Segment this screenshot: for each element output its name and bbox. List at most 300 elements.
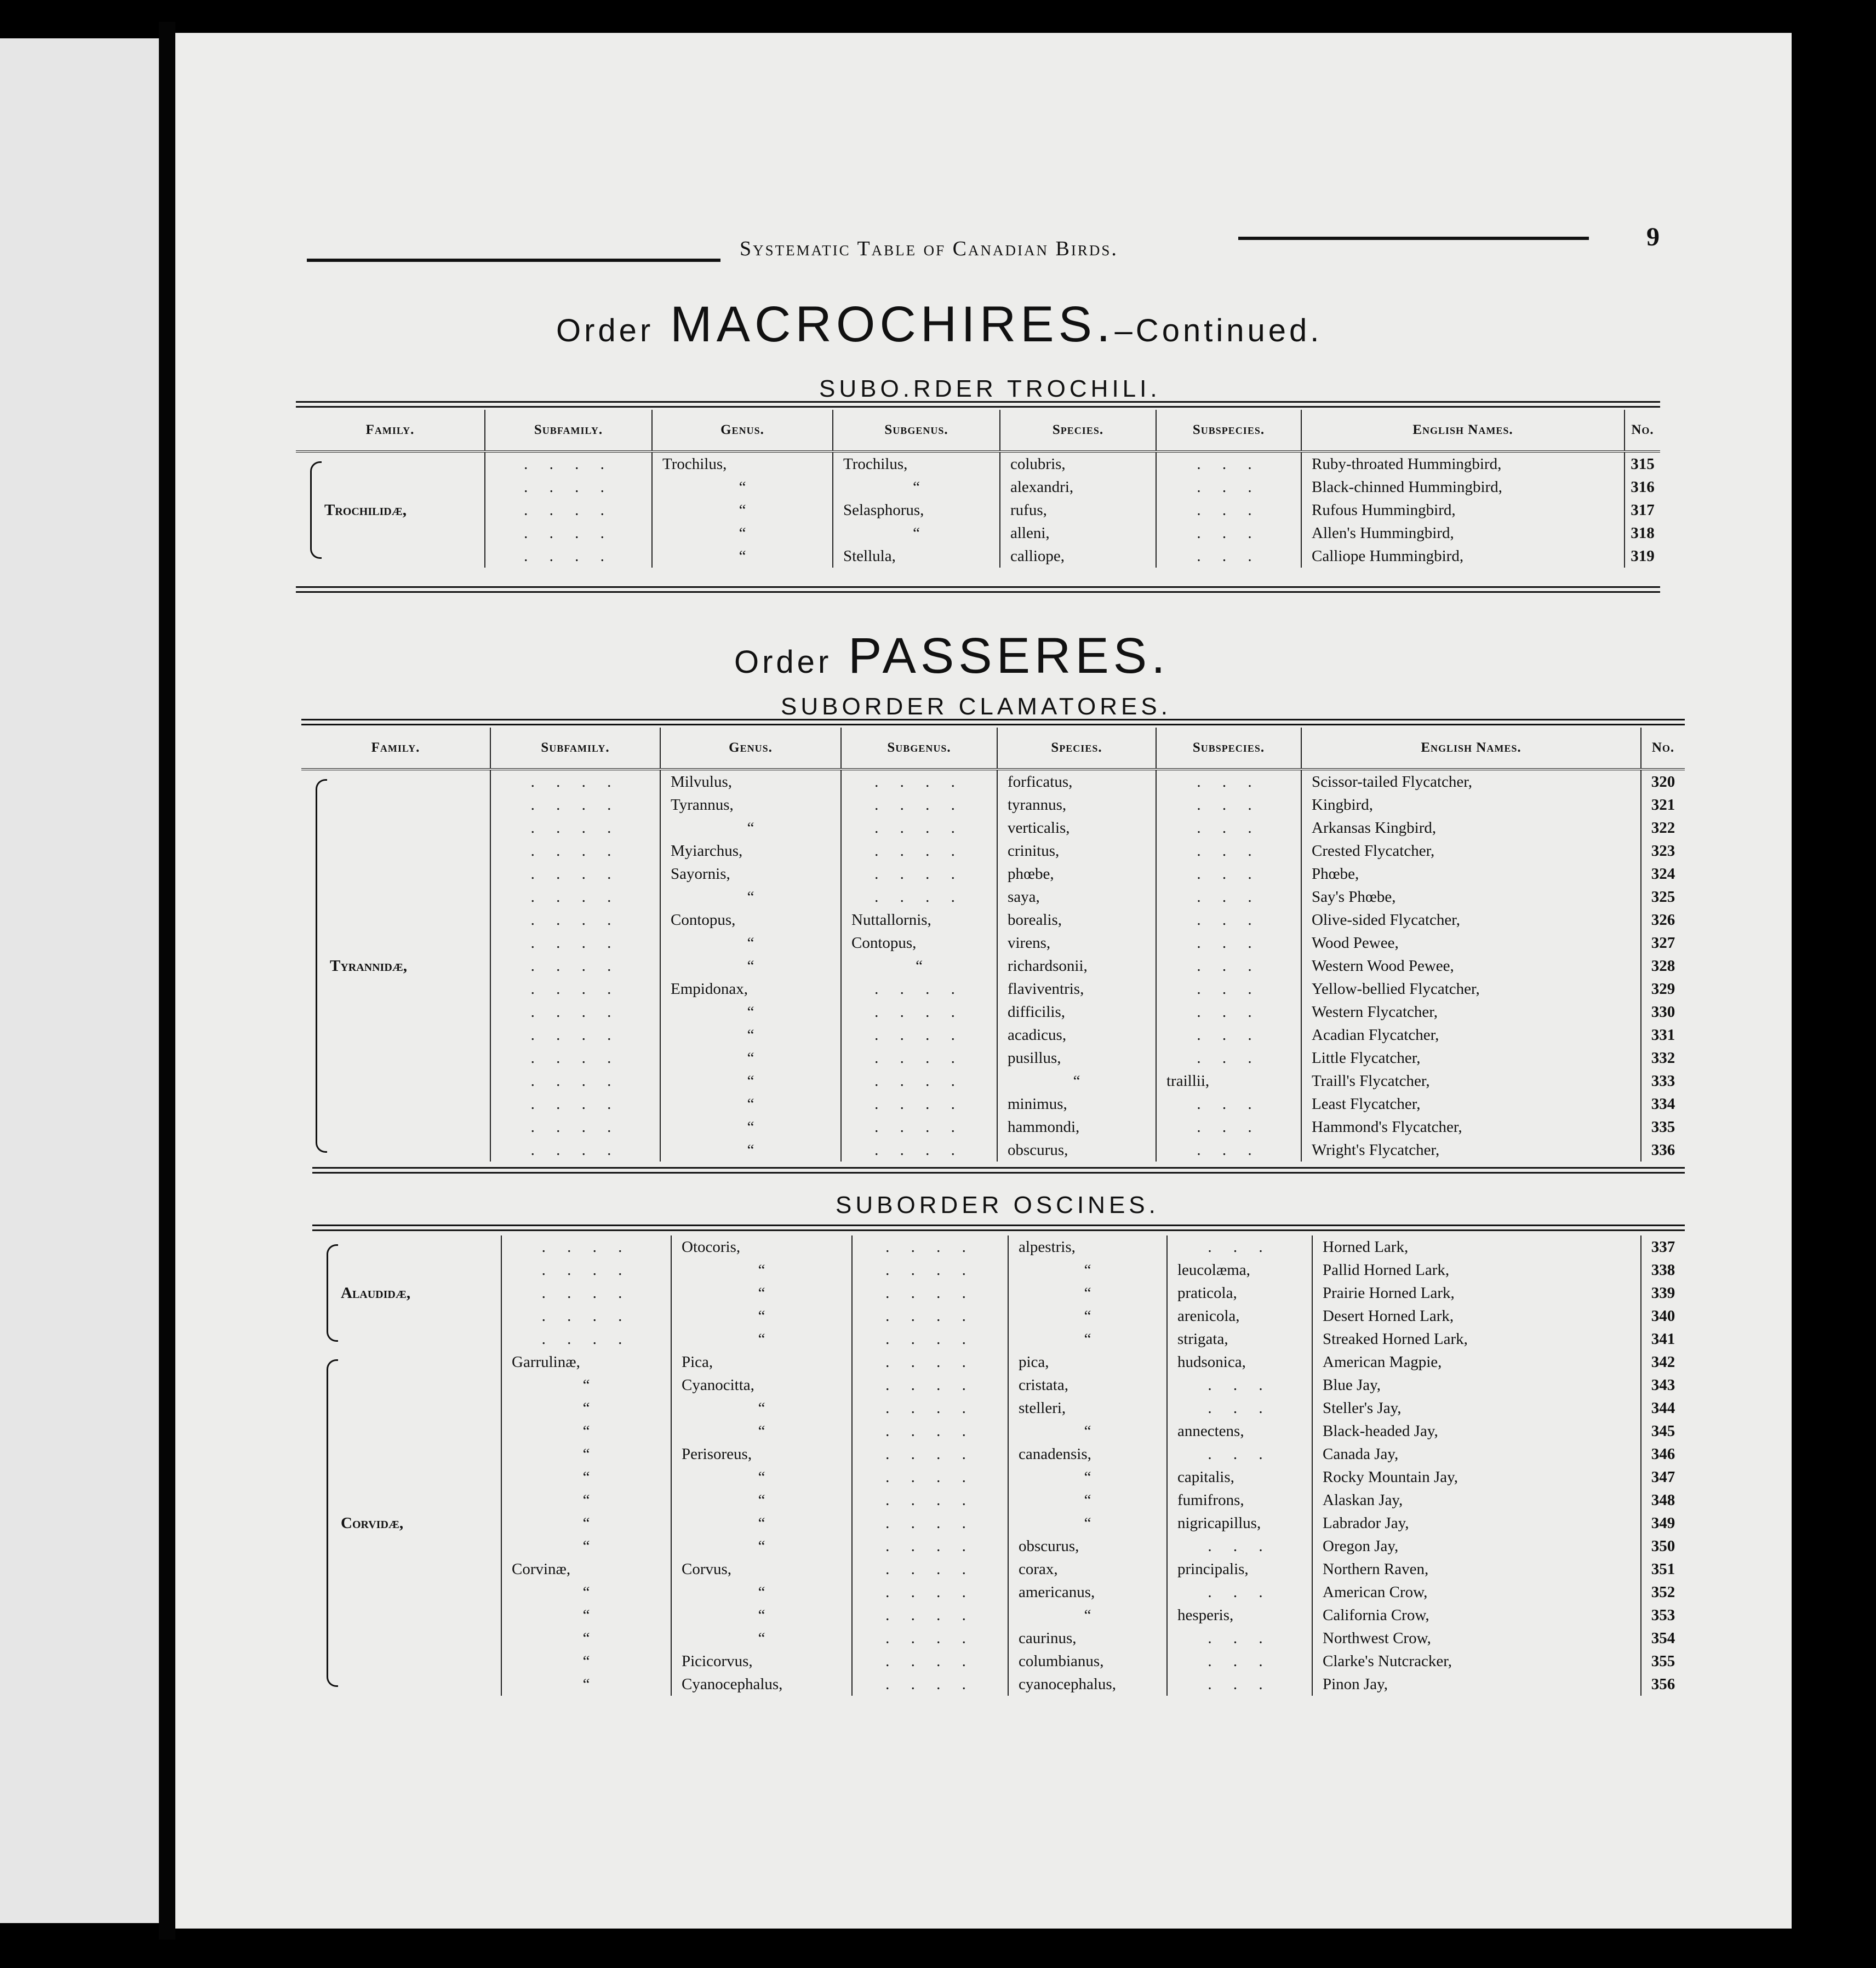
table-trochili: [296, 410, 1660, 568]
table-row: [301, 1046, 1685, 1069]
subfamily-cell: “: [501, 1420, 671, 1443]
number-cell: 327: [1651, 934, 1675, 952]
english-name-cell: Clarke's Nutcracker,: [1312, 1650, 1641, 1673]
subspecies-cell: . . .: [1156, 1092, 1301, 1115]
subspecies-cell: . . .: [1167, 1374, 1312, 1397]
col-subspecies: Subspecies.: [1156, 728, 1301, 769]
subgenus-cell: . . . .: [841, 1092, 997, 1115]
english-name-cell: Hammond's Flycatcher,: [1301, 1115, 1641, 1139]
order-heading-passeres: [734, 627, 1170, 685]
subgenus-cell: . . . .: [852, 1581, 1008, 1604]
suborder-oscines: SUBORDER OSCINES.: [836, 1192, 1159, 1218]
english-name-cell: Rufous Hummingbird,: [1301, 499, 1625, 522]
subfamily-cell: . . . .: [485, 545, 652, 568]
table-row: [312, 1443, 1685, 1466]
english-name-cell: Labrador Jay,: [1312, 1512, 1641, 1535]
number-cell: 333: [1651, 1072, 1675, 1090]
genus-cell: “: [660, 1046, 841, 1069]
subgenus-cell: Contopus,: [841, 931, 997, 954]
genus-cell: Perisoreus,: [671, 1443, 852, 1466]
genus-cell: “: [671, 1258, 852, 1282]
table-header-row: [296, 410, 1660, 451]
subgenus-cell: . . . .: [841, 885, 997, 908]
col-subgenus: Subgenus.: [833, 410, 1000, 451]
subspecies-cell: capitalis,: [1167, 1466, 1312, 1489]
subfamily-cell: . . . .: [490, 977, 660, 1000]
species-cell: columbianus,: [1008, 1650, 1167, 1673]
subfamily-cell: “: [501, 1673, 671, 1696]
subfamily-cell: “: [501, 1374, 671, 1397]
genus-cell: Otocoris,: [671, 1235, 852, 1258]
subgenus-cell: . . . .: [852, 1351, 1008, 1374]
genus-cell: Sayornis,: [660, 862, 841, 885]
species-cell: colubris,: [1000, 451, 1156, 476]
subfamily-cell: . . . .: [485, 499, 652, 522]
english-name-cell: Least Flycatcher,: [1301, 1092, 1641, 1115]
genus-cell: “: [660, 1115, 841, 1139]
number-cell: 340: [1651, 1307, 1675, 1325]
subgenus-cell: . . . .: [852, 1650, 1008, 1673]
col-family: Family.: [296, 410, 485, 451]
subspecies-cell: hudsonica,: [1167, 1351, 1312, 1374]
table-row: [312, 1627, 1685, 1650]
english-name-cell: Scissor-tailed Flycatcher,: [1301, 769, 1641, 793]
english-name-cell: California Crow,: [1312, 1604, 1641, 1627]
subspecies-cell: traillii,: [1156, 1069, 1301, 1092]
table-row: [301, 793, 1685, 816]
subgenus-cell: “: [841, 954, 997, 977]
family-brace: [327, 1244, 338, 1342]
subgenus-cell: . . . .: [852, 1558, 1008, 1581]
col-species: Species.: [1000, 410, 1156, 451]
species-cell: cristata,: [1008, 1374, 1167, 1397]
number-cell: 321: [1651, 796, 1675, 814]
subfamily-cell: . . . .: [490, 1139, 660, 1162]
genus-cell: “: [652, 499, 833, 522]
page-number: 9: [1646, 222, 1660, 251]
species-cell: borealis,: [997, 908, 1156, 931]
genus-cell: “: [671, 1305, 852, 1328]
table1-top-rule: [296, 401, 1660, 408]
suborder-clamatores: SUBORDER CLAMATORES.: [781, 693, 1171, 720]
species-cell: richardsonii,: [997, 954, 1156, 977]
table2-bottom-rule: [312, 1167, 1685, 1174]
genus-cell: Trochilus,: [652, 451, 833, 476]
number-cell: 343: [1651, 1376, 1675, 1394]
number-cell: 328: [1651, 957, 1675, 975]
english-name-cell: Alaskan Jay,: [1312, 1489, 1641, 1512]
english-name-cell: Little Flycatcher,: [1301, 1046, 1641, 1069]
family-cell: [312, 1235, 501, 1351]
english-name-cell: Rocky Mountain Jay,: [1312, 1466, 1641, 1489]
english-name-cell: Yellow-bellied Flycatcher,: [1301, 977, 1641, 1000]
genus-cell: “: [671, 1627, 852, 1650]
subfamily-cell: “: [501, 1512, 671, 1535]
subfamily-cell: “: [501, 1443, 671, 1466]
subfamily-cell: “: [501, 1604, 671, 1627]
family-name: Alaudidæ,: [341, 1284, 411, 1302]
subgenus-cell: . . . .: [841, 1023, 997, 1046]
subfamily-cell: . . . .: [501, 1305, 671, 1328]
number-cell: 316: [1631, 478, 1655, 496]
family-cell: [312, 1351, 501, 1696]
genus-cell: “: [660, 1069, 841, 1092]
subspecies-cell: strigata,: [1167, 1328, 1312, 1351]
subfamily-cell: . . . .: [490, 931, 660, 954]
subfamily-cell: . . . .: [490, 1115, 660, 1139]
subgenus-cell: . . . .: [852, 1512, 1008, 1535]
english-name-cell: Pinon Jay,: [1312, 1673, 1641, 1696]
family-brace: [316, 779, 327, 1153]
subfamily-cell: . . . .: [485, 522, 652, 545]
col-genus: Genus.: [652, 410, 833, 451]
genus-cell: “: [660, 931, 841, 954]
book-page: [175, 33, 1792, 1929]
order-name: MACROCHIRES.: [670, 296, 1115, 352]
family-brace: [310, 461, 322, 559]
subgenus-cell: . . . .: [852, 1305, 1008, 1328]
table-row: [296, 545, 1660, 568]
table-row: [301, 1092, 1685, 1115]
english-name-cell: Western Flycatcher,: [1301, 1000, 1641, 1023]
order-name: PASSERES.: [848, 628, 1170, 684]
header-rule-left: [307, 259, 720, 262]
col-english-names: English Names.: [1301, 728, 1641, 769]
col-subspecies: Subspecies.: [1156, 410, 1301, 451]
subgenus-cell: . . . .: [841, 769, 997, 793]
subspecies-cell: . . .: [1167, 1673, 1312, 1696]
facing-page: [0, 38, 159, 1923]
number-cell: 337: [1651, 1238, 1675, 1256]
number-cell: 341: [1651, 1330, 1675, 1348]
species-cell: americanus,: [1008, 1581, 1167, 1604]
english-name-cell: Northern Raven,: [1312, 1558, 1641, 1581]
table-row: [301, 885, 1685, 908]
table-row: [312, 1397, 1685, 1420]
table-oscines: [312, 1235, 1685, 1696]
subfamily-cell: “: [501, 1397, 671, 1420]
species-cell: caurinus,: [1008, 1627, 1167, 1650]
english-name-cell: Ruby-throated Hummingbird,: [1301, 451, 1625, 476]
subfamily-cell: . . . .: [490, 1092, 660, 1115]
table-row: [312, 1374, 1685, 1397]
table-row: [301, 954, 1685, 977]
subfamily-cell: “: [501, 1489, 671, 1512]
english-name-cell: Oregon Jay,: [1312, 1535, 1641, 1558]
table-row: [312, 1351, 1685, 1374]
subfamily-cell: . . . .: [490, 1000, 660, 1023]
table-row: [301, 977, 1685, 1000]
english-name-cell: Phœbe,: [1301, 862, 1641, 885]
subfamily-cell: “: [501, 1650, 671, 1673]
species-cell: phœbe,: [997, 862, 1156, 885]
subgenus-cell: . . . .: [841, 977, 997, 1000]
table-row: [312, 1305, 1685, 1328]
order-continued: –Continued.: [1114, 313, 1323, 348]
english-name-cell: Crested Flycatcher,: [1301, 839, 1641, 862]
table-row: [296, 451, 1660, 476]
number-cell: 339: [1651, 1284, 1675, 1302]
family-brace: [327, 1359, 338, 1687]
subgenus-cell: . . . .: [852, 1673, 1008, 1696]
number-cell: 325: [1651, 888, 1675, 906]
subfamily-cell: . . . .: [490, 908, 660, 931]
table-row: [312, 1328, 1685, 1351]
genus-cell: “: [671, 1489, 852, 1512]
table-row: [312, 1466, 1685, 1489]
table-row: [301, 1023, 1685, 1046]
subgenus-cell: . . . .: [852, 1535, 1008, 1558]
col-genus: Genus.: [660, 728, 841, 769]
number-cell: 332: [1651, 1049, 1675, 1067]
subgenus-cell: “: [833, 522, 1000, 545]
subspecies-cell: . . .: [1156, 499, 1301, 522]
subspecies-cell: . . .: [1156, 885, 1301, 908]
table-row: [312, 1282, 1685, 1305]
species-cell: “: [1008, 1604, 1167, 1627]
book-spine: [159, 22, 175, 1940]
subgenus-cell: . . . .: [852, 1489, 1008, 1512]
species-cell: difficilis,: [997, 1000, 1156, 1023]
genus-cell: “: [671, 1581, 852, 1604]
number-cell: 346: [1651, 1445, 1675, 1463]
species-cell: stelleri,: [1008, 1397, 1167, 1420]
species-cell: “: [1008, 1328, 1167, 1351]
number-cell: 336: [1651, 1141, 1675, 1159]
subgenus-cell: . . . .: [841, 793, 997, 816]
subspecies-cell: . . .: [1156, 977, 1301, 1000]
number-cell: 345: [1651, 1422, 1675, 1440]
subgenus-cell: . . . .: [852, 1466, 1008, 1489]
subgenus-cell: . . . .: [852, 1604, 1008, 1627]
order-word: Order: [734, 644, 832, 680]
number-cell: 344: [1651, 1399, 1675, 1417]
species-cell: pica,: [1008, 1351, 1167, 1374]
species-cell: “: [1008, 1466, 1167, 1489]
english-name-cell: Kingbird,: [1301, 793, 1641, 816]
col-number: No.: [1641, 728, 1685, 769]
genus-cell: “: [660, 1092, 841, 1115]
table-row: [301, 1000, 1685, 1023]
table-row: [296, 499, 1660, 522]
subgenus-cell: . . . .: [852, 1282, 1008, 1305]
english-name-cell: Horned Lark,: [1312, 1235, 1641, 1258]
number-cell: 355: [1651, 1652, 1675, 1670]
species-cell: calliope,: [1000, 545, 1156, 568]
family-cell: [296, 451, 485, 568]
subspecies-cell: nigricapillus,: [1167, 1512, 1312, 1535]
species-cell: “: [1008, 1420, 1167, 1443]
genus-cell: “: [660, 1023, 841, 1046]
subspecies-cell: . . .: [1156, 954, 1301, 977]
running-title: Systematic Table of Canadian Birds.: [740, 237, 1118, 260]
species-cell: saya,: [997, 885, 1156, 908]
table3-top-rule: [312, 1225, 1685, 1231]
subfamily-cell: . . . .: [490, 816, 660, 839]
english-name-cell: Steller's Jay,: [1312, 1397, 1641, 1420]
genus-cell: “: [671, 1397, 852, 1420]
number-cell: 315: [1631, 455, 1655, 473]
number-cell: 323: [1651, 842, 1675, 860]
table-header-row: [301, 728, 1685, 769]
english-name-cell: Say's Phœbe,: [1301, 885, 1641, 908]
number-cell: 330: [1651, 1003, 1675, 1021]
genus-cell: Myiarchus,: [660, 839, 841, 862]
subspecies-cell: fumifrons,: [1167, 1489, 1312, 1512]
subspecies-cell: . . .: [1156, 1139, 1301, 1162]
subgenus-cell: . . . .: [852, 1258, 1008, 1282]
english-name-cell: Canada Jay,: [1312, 1443, 1641, 1466]
subspecies-cell: praticola,: [1167, 1282, 1312, 1305]
species-cell: alleni,: [1000, 522, 1156, 545]
species-cell: “: [1008, 1512, 1167, 1535]
number-cell: 320: [1651, 773, 1675, 791]
subfamily-cell: . . . .: [490, 862, 660, 885]
species-cell: “: [1008, 1258, 1167, 1282]
subfamily-cell: . . . .: [490, 1069, 660, 1092]
subspecies-cell: . . .: [1156, 931, 1301, 954]
number-cell: 351: [1651, 1560, 1675, 1578]
subgenus-cell: “: [833, 476, 1000, 499]
english-name-cell: Arkansas Kingbird,: [1301, 816, 1641, 839]
subspecies-cell: . . .: [1156, 1046, 1301, 1069]
genus-cell: Pica,: [671, 1351, 852, 1374]
number-cell: 335: [1651, 1118, 1675, 1136]
english-name-cell: Black-chinned Hummingbird,: [1301, 476, 1625, 499]
species-cell: “: [1008, 1489, 1167, 1512]
subspecies-cell: . . .: [1167, 1397, 1312, 1420]
table-row: [301, 1115, 1685, 1139]
number-cell: 324: [1651, 865, 1675, 883]
subfamily-cell: “: [501, 1466, 671, 1489]
subgenus-cell: . . . .: [841, 1139, 997, 1162]
subspecies-cell: leucolæma,: [1167, 1258, 1312, 1282]
table-row: [312, 1581, 1685, 1604]
table-row: [312, 1673, 1685, 1696]
english-name-cell: Olive-sided Flycatcher,: [1301, 908, 1641, 931]
number-cell: 322: [1651, 819, 1675, 837]
genus-cell: “: [671, 1282, 852, 1305]
subfamily-cell: . . . .: [501, 1282, 671, 1305]
header-rule-right: [1238, 237, 1589, 240]
table-row: [301, 862, 1685, 885]
subspecies-cell: . . .: [1156, 545, 1301, 568]
subgenus-cell: Nuttallornis,: [841, 908, 997, 931]
species-cell: canadensis,: [1008, 1443, 1167, 1466]
subspecies-cell: . . .: [1167, 1627, 1312, 1650]
subspecies-cell: . . .: [1156, 908, 1301, 931]
subfamily-cell: . . . .: [490, 954, 660, 977]
species-cell: minimus,: [997, 1092, 1156, 1115]
species-cell: crinitus,: [997, 839, 1156, 862]
english-name-cell: Wright's Flycatcher,: [1301, 1139, 1641, 1162]
genus-cell: Picicorvus,: [671, 1650, 852, 1673]
family-name: Trochilidæ,: [324, 501, 407, 519]
number-cell: 347: [1651, 1468, 1675, 1486]
number-cell: 317: [1631, 501, 1655, 519]
col-subfamily: Subfamily.: [485, 410, 652, 451]
genus-cell: Corvus,: [671, 1558, 852, 1581]
english-name-cell: Western Wood Pewee,: [1301, 954, 1641, 977]
table-row: [312, 1650, 1685, 1673]
subfamily-cell: . . . .: [501, 1258, 671, 1282]
genus-cell: Empidonax,: [660, 977, 841, 1000]
genus-cell: “: [671, 1512, 852, 1535]
species-cell: corax,: [1008, 1558, 1167, 1581]
table-row: [301, 1069, 1685, 1092]
number-cell: 350: [1651, 1537, 1675, 1555]
subgenus-cell: Trochilus,: [833, 451, 1000, 476]
genus-cell: “: [660, 954, 841, 977]
number-cell: 348: [1651, 1491, 1675, 1509]
species-cell: “: [1008, 1305, 1167, 1328]
table-row: [312, 1489, 1685, 1512]
number-cell: 353: [1651, 1606, 1675, 1624]
subspecies-cell: . . .: [1156, 769, 1301, 793]
species-cell: flaviventris,: [997, 977, 1156, 1000]
english-name-cell: Pallid Horned Lark,: [1312, 1258, 1641, 1282]
genus-cell: Milvulus,: [660, 769, 841, 793]
genus-cell: Contopus,: [660, 908, 841, 931]
subfamily-cell: Corvinæ,: [501, 1558, 671, 1581]
subgenus-cell: Stellula,: [833, 545, 1000, 568]
number-cell: 319: [1631, 547, 1655, 565]
col-number: No.: [1625, 410, 1660, 451]
english-name-cell: American Crow,: [1312, 1581, 1641, 1604]
genus-cell: Cyanocitta,: [671, 1374, 852, 1397]
subgenus-cell: . . . .: [852, 1397, 1008, 1420]
subgenus-cell: . . . .: [852, 1328, 1008, 1351]
species-cell: hammondi,: [997, 1115, 1156, 1139]
subspecies-cell: . . .: [1167, 1581, 1312, 1604]
col-english-names: English Names.: [1301, 410, 1625, 451]
subspecies-cell: . . .: [1156, 1115, 1301, 1139]
genus-cell: “: [660, 816, 841, 839]
subspecies-cell: . . .: [1156, 451, 1301, 476]
english-name-cell: Streaked Horned Lark,: [1312, 1328, 1641, 1351]
species-cell: verticalis,: [997, 816, 1156, 839]
subgenus-cell: . . . .: [852, 1235, 1008, 1258]
table-row: [312, 1258, 1685, 1282]
subgenus-cell: . . . .: [852, 1443, 1008, 1466]
col-family: Family.: [301, 728, 490, 769]
subfamily-cell: . . . .: [490, 793, 660, 816]
genus-cell: “: [652, 476, 833, 499]
genus-cell: Tyrannus,: [660, 793, 841, 816]
table-row: [301, 908, 1685, 931]
english-name-cell: Calliope Hummingbird,: [1301, 545, 1625, 568]
order-word: Order: [556, 313, 654, 348]
order-heading-macrochires: [556, 296, 1322, 353]
subfamily-cell: . . . .: [490, 769, 660, 793]
number-cell: 326: [1651, 911, 1675, 929]
number-cell: 342: [1651, 1353, 1675, 1371]
genus-cell: “: [660, 1139, 841, 1162]
subspecies-cell: . . .: [1167, 1535, 1312, 1558]
subgenus-cell: . . . .: [841, 1069, 997, 1092]
number-cell: 331: [1651, 1026, 1675, 1044]
subspecies-cell: principalis,: [1167, 1558, 1312, 1581]
number-cell: 356: [1651, 1675, 1675, 1693]
table-row: [301, 769, 1685, 793]
species-cell: forficatus,: [997, 769, 1156, 793]
family-name: Tyrannidæ,: [330, 957, 408, 975]
number-cell: 334: [1651, 1095, 1675, 1113]
number-cell: 318: [1631, 524, 1655, 542]
subfamily-cell: . . . .: [490, 885, 660, 908]
subgenus-cell: . . . .: [841, 1115, 997, 1139]
subspecies-cell: . . .: [1156, 1000, 1301, 1023]
